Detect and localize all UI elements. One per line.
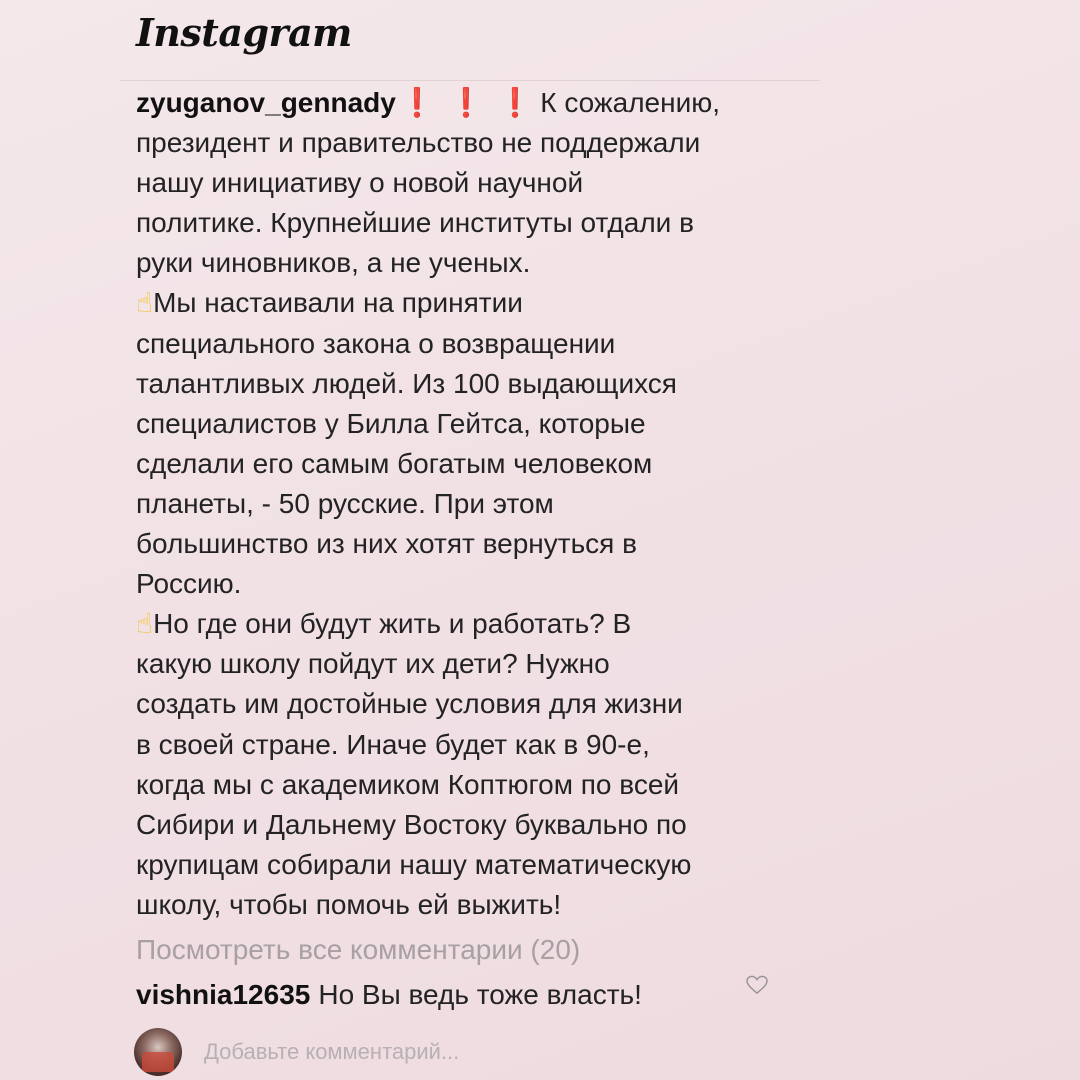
caption-line: Мы настаивали на принятии xyxy=(153,287,523,319)
caption-line: Но где они будут жить и работать? В xyxy=(153,608,632,640)
red-exclamation-icon: ❗ xyxy=(497,87,533,118)
add-comment-input[interactable] xyxy=(204,1039,604,1065)
post-caption xyxy=(136,83,796,925)
avatar[interactable] xyxy=(134,1028,182,1076)
caption-paragraph: специального закона о возвращении талантливых людей. Из 100 выдающихся специалистов у Билла Гейтса, которые сделали его самым богатым человеком планеты, - 50 русские. При этом большинство из них хотят вернуться в Россию. xyxy=(136,327,677,600)
caption-paragraph: какую школу пойдут их дети? Нужно создать им достойные условия для жизни в своей стране. Иначе будет как в 90-е, когда мы с академиком Коптюгом по всей Сибири и Дальнему Востоку буквально по крупицам собирали нашу математическую школу, чтобы помочь ей выжить! xyxy=(136,648,692,920)
comment-text: Но Вы ведь тоже власть! xyxy=(318,979,642,1010)
red-exclamation-icon: ❗ xyxy=(448,87,484,118)
comment-username[interactable]: vishnia12635 xyxy=(136,979,311,1010)
caption-line: К сожалению, xyxy=(540,87,721,118)
red-exclamation-icon: ❗ xyxy=(399,87,435,118)
index-pointing-up-icon: ☝ xyxy=(136,287,154,319)
heart-icon[interactable] xyxy=(746,975,768,995)
add-comment-row xyxy=(134,1028,604,1076)
caption-paragraph: президент и правительство не поддержали нашу инициативу о новой научной политике. Крупнейшие институты отдали в руки чиновников, а не ученых. xyxy=(136,127,701,279)
post-author-username[interactable]: zyuganov_gennady xyxy=(136,87,396,118)
header-divider xyxy=(120,80,820,81)
view-all-comments-link[interactable]: Посмотреть все комментарии (20) xyxy=(136,934,581,965)
comment-row xyxy=(136,977,642,1013)
index-pointing-up-icon: ☝ xyxy=(136,608,154,640)
instagram-logo: Instagram xyxy=(136,10,352,55)
